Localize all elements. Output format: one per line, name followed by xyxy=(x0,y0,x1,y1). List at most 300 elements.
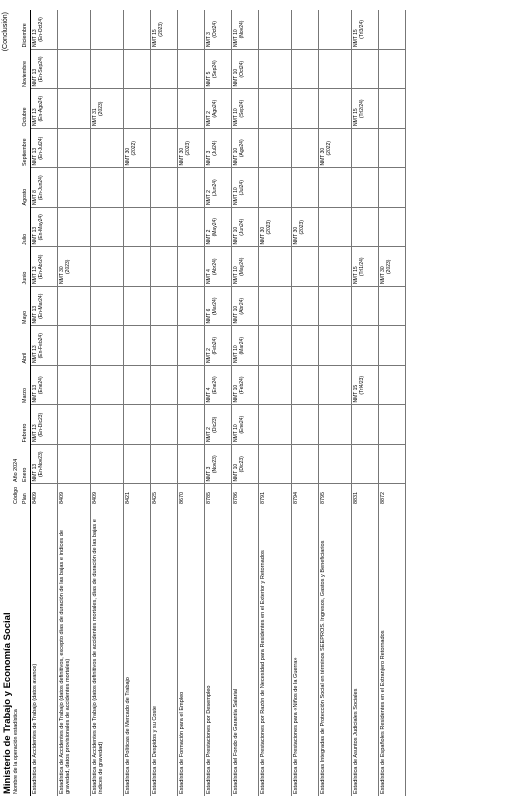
month-cell xyxy=(57,405,90,445)
month-cell xyxy=(231,366,258,406)
month-cell xyxy=(30,10,57,50)
reference-period-label: (2023) xyxy=(386,259,392,274)
month-cell xyxy=(378,168,405,208)
reference-period-label: (Dic23) xyxy=(239,456,245,473)
name-column-header: Nombre de la operación estadística xyxy=(13,709,19,794)
month-cell xyxy=(351,129,378,169)
reference-period-label: (Nov23) xyxy=(212,455,218,474)
release-lag-label: NMT 13 xyxy=(31,384,38,403)
month-cell xyxy=(177,445,204,485)
release-lag-label: NMT 8 xyxy=(31,190,38,205)
month-cell xyxy=(318,129,351,169)
month-cell xyxy=(204,445,231,485)
release-lag-label: NMT 10 xyxy=(232,305,239,324)
reference-period-label: (En-Dic23) xyxy=(38,412,44,437)
operation-name-cell: Estadística de Prestaciones por Desempleo xyxy=(204,506,231,796)
month-cell xyxy=(177,89,204,129)
reference-period-label: (Sep24) xyxy=(239,99,245,118)
name-header-spacer xyxy=(21,506,30,796)
reference-period-label: (Jun24) xyxy=(239,218,245,236)
year-header: Año 2024 xyxy=(13,458,19,482)
month-cell xyxy=(57,287,90,327)
month-cell xyxy=(90,208,123,248)
month-header: Enero xyxy=(21,445,30,485)
month-cell xyxy=(30,287,57,327)
month-cell xyxy=(150,247,177,287)
release-lag-label: NMT 2 xyxy=(205,111,212,126)
release-lag-label: NMT 13 xyxy=(31,345,38,363)
conclusion-label: (Conclusión) xyxy=(2,12,9,52)
release-lag-label: NMT 10 xyxy=(232,29,239,47)
month-cell xyxy=(258,208,291,248)
table-row xyxy=(258,10,291,796)
month-cell xyxy=(57,129,90,169)
reference-period-label: (Oct24) xyxy=(239,60,245,78)
release-lag-label: NMT 13 xyxy=(31,266,38,284)
release-lag-label: NMT 30 xyxy=(124,147,131,166)
reference-period-label: (Trl3/24) xyxy=(359,20,365,39)
month-cell xyxy=(90,366,123,406)
month-cell xyxy=(318,366,351,406)
operation-name-cell: Estadística de Políticas de Mercado de Trabajo xyxy=(123,506,150,796)
month-cell xyxy=(258,287,291,327)
release-lag-label: NMT 10 xyxy=(232,147,239,166)
operation-name-cell: Estadística de Formación para el Empleo xyxy=(177,506,204,796)
reference-period-label: (En-May24) xyxy=(38,214,44,241)
month-cell xyxy=(318,50,351,90)
month-cell xyxy=(177,208,204,248)
month-cell xyxy=(57,445,90,485)
table-row xyxy=(90,10,123,796)
month-cell xyxy=(123,50,150,90)
release-lag-label: NMT 15 xyxy=(352,108,359,126)
reference-period-label: (2023) xyxy=(65,259,71,274)
release-lag-label: NMT 13 xyxy=(31,29,38,47)
release-lag-label: NMT 13 xyxy=(31,463,38,482)
release-lag-label: NMT 3 xyxy=(205,32,212,47)
month-cell xyxy=(378,50,405,90)
month-cell xyxy=(30,247,57,287)
reference-period-label: (Mar24) xyxy=(212,297,218,316)
month-cell xyxy=(258,168,291,208)
month-cell xyxy=(150,10,177,50)
reference-period-label: (May24) xyxy=(239,257,245,276)
release-lag-label: NMT 10 xyxy=(232,345,239,363)
release-lag-label: NMT 30 xyxy=(292,226,299,245)
reference-period-label: (Abr24) xyxy=(212,258,218,276)
month-cell xyxy=(231,405,258,445)
table-row xyxy=(123,10,150,796)
month-cell xyxy=(90,89,123,129)
month-cell xyxy=(204,10,231,50)
month-cell xyxy=(231,129,258,169)
reference-period-label: (Trl2/24) xyxy=(359,99,365,119)
reference-period-label: (En-Feb24) xyxy=(38,333,44,359)
month-header: Febrero xyxy=(21,405,30,445)
month-cell xyxy=(318,168,351,208)
month-cell xyxy=(204,168,231,208)
reference-period-label: (En-Nov23) xyxy=(38,451,44,478)
month-header: Abril xyxy=(21,326,30,366)
statistics-calendar-table xyxy=(12,10,406,796)
month-cell xyxy=(204,50,231,90)
operation-name-cell: Estadística de Prestaciones por Razón de Necesidad para Residentes en el Exterior y Retornados xyxy=(258,506,291,796)
month-cell xyxy=(351,287,378,327)
release-lag-label: NMT 30 xyxy=(319,147,326,166)
release-lag-label: NMT 31 xyxy=(91,108,98,126)
month-cell xyxy=(318,89,351,129)
month-cell xyxy=(177,50,204,90)
operation-name-cell: Estadística de Accidentes de Trabajo (datos definitivos de accidentes mortales, días de duración de las bajas e índices de gravedad) xyxy=(90,506,123,796)
release-lag-label: NMT 3 xyxy=(205,150,212,166)
release-lag-label: NMT 2 xyxy=(205,427,212,442)
reference-period-label: (2023) xyxy=(299,220,305,235)
reference-period-label: (Trl4/23) xyxy=(359,375,365,395)
release-lag-label: NMT 2 xyxy=(205,190,212,205)
release-lag-label: NMT 13 xyxy=(31,305,38,324)
month-cell xyxy=(351,247,378,287)
month-cell xyxy=(231,168,258,208)
month-cell xyxy=(177,287,204,327)
month-header: Agosto xyxy=(21,168,30,208)
month-cell xyxy=(318,445,351,485)
release-lag-label: NMT 13 xyxy=(31,424,38,442)
month-cell xyxy=(291,405,318,445)
month-cell xyxy=(150,89,177,129)
month-cell xyxy=(378,247,405,287)
month-cell xyxy=(258,50,291,90)
month-cell xyxy=(378,326,405,366)
release-lag-label: NMT 30 xyxy=(379,266,386,284)
release-lag-label: NMT 15 xyxy=(151,29,158,47)
release-lag-label: NMT 10 xyxy=(232,187,239,205)
month-cell xyxy=(123,445,150,485)
month-cell xyxy=(258,247,291,287)
plan-column-header: Plan xyxy=(21,484,30,506)
month-cell xyxy=(177,366,204,406)
month-cell xyxy=(318,10,351,50)
month-cell xyxy=(150,445,177,485)
table-row xyxy=(351,10,378,796)
code-cell: 8409 xyxy=(30,484,57,506)
month-cell xyxy=(30,208,57,248)
reference-period-label: (2023) xyxy=(158,22,164,37)
month-header: Diciembre xyxy=(21,10,30,50)
code-cell: 8409 xyxy=(57,484,90,506)
month-cell xyxy=(291,10,318,50)
code-cell: 8409 xyxy=(90,484,123,506)
month-cell xyxy=(30,50,57,90)
reference-period-label: (Ene24) xyxy=(239,415,245,434)
release-lag-label: NMT 10 xyxy=(232,68,239,87)
release-lag-label: NMT 13 xyxy=(31,108,38,126)
reference-period-label: (2023) xyxy=(266,220,272,235)
operation-name-cell: Estadística de Despidos y su Coste xyxy=(150,506,177,796)
month-cell xyxy=(57,50,90,90)
month-cell xyxy=(291,89,318,129)
month-cell xyxy=(351,168,378,208)
release-lag-label: NMT 4 xyxy=(205,269,212,284)
reference-period-label: (Ene24) xyxy=(38,376,44,395)
release-lag-label: NMT 10 xyxy=(232,226,239,245)
code-cell: 8421 xyxy=(123,484,150,506)
operation-name-cell: Estadísticas Integradas de Protección Social en términos SEEPROS. Ingresos, Gastos y Beneficiarios xyxy=(318,506,351,796)
month-header: Octubre xyxy=(21,89,30,129)
month-cell xyxy=(90,287,123,327)
month-cell xyxy=(57,208,90,248)
month-cell xyxy=(150,287,177,327)
month-cell xyxy=(150,168,177,208)
month-cell xyxy=(57,366,90,406)
code-cell: 8786 xyxy=(231,484,258,506)
month-cell xyxy=(258,326,291,366)
operation-name-cell: Estadística de Asuntos Judiciales Sociales xyxy=(351,506,378,796)
month-cell xyxy=(291,168,318,208)
operation-name-cell: Estadística de Accidentes de Trabajo (datos avance) xyxy=(30,506,57,796)
reference-period-label: (Ago24) xyxy=(239,139,245,158)
reference-period-label: (May24) xyxy=(212,218,218,237)
month-cell xyxy=(30,326,57,366)
month-cell xyxy=(291,445,318,485)
month-cell xyxy=(150,366,177,406)
release-lag-label: NMT 2 xyxy=(205,229,212,245)
month-cell xyxy=(351,50,378,90)
reference-period-label: (Nov24) xyxy=(239,20,245,39)
month-cell xyxy=(231,326,258,366)
table-row xyxy=(30,10,57,796)
release-lag-label: NMT 10 xyxy=(232,108,239,126)
month-cell xyxy=(204,247,231,287)
month-cell xyxy=(150,405,177,445)
month-cell xyxy=(177,326,204,366)
month-cell xyxy=(378,287,405,327)
month-cell xyxy=(231,445,258,485)
month-cell xyxy=(30,445,57,485)
month-cell xyxy=(318,287,351,327)
reference-period-label: (Jun24) xyxy=(212,179,218,197)
month-cell xyxy=(123,129,150,169)
month-cell xyxy=(231,10,258,50)
month-cell xyxy=(90,326,123,366)
release-lag-label: NMT 3 xyxy=(205,466,212,482)
release-lag-label: NMT 2 xyxy=(205,348,212,363)
code-cell: 8872 xyxy=(378,484,405,506)
month-cell xyxy=(90,129,123,169)
reference-period-label: (Jul24) xyxy=(212,140,218,156)
month-cell xyxy=(123,10,150,50)
month-cell xyxy=(351,10,378,50)
month-cell xyxy=(231,89,258,129)
table-row xyxy=(150,10,177,796)
table-row xyxy=(291,10,318,796)
reference-period-label: (2023) xyxy=(185,141,191,156)
month-cell xyxy=(177,247,204,287)
month-cell xyxy=(177,129,204,169)
reference-period-label: (Abr24) xyxy=(239,297,245,315)
month-cell xyxy=(123,366,150,406)
release-lag-label: NMT 10 xyxy=(232,463,239,482)
release-lag-label: NMT 13 xyxy=(31,68,38,87)
ministry-title: Ministerio de Trabajo y Economía Social xyxy=(2,612,13,794)
reference-period-label: (Dic23) xyxy=(212,416,218,433)
month-cell xyxy=(150,50,177,90)
reference-period-label: (Feb24) xyxy=(239,376,245,395)
code-column-header: Código xyxy=(13,486,19,504)
month-cell xyxy=(378,405,405,445)
table-row xyxy=(57,10,90,796)
release-lag-label: NMT 6 xyxy=(205,308,212,324)
month-cell xyxy=(291,208,318,248)
release-lag-label: NMT 15 xyxy=(352,384,359,403)
month-cell xyxy=(150,326,177,366)
month-cell xyxy=(90,10,123,50)
month-cell xyxy=(318,326,351,366)
reference-period-label: (Mar24) xyxy=(239,337,245,355)
release-lag-label: NMT 4 xyxy=(205,387,212,403)
month-cell xyxy=(231,208,258,248)
month-cell xyxy=(204,405,231,445)
code-cell: 8791 xyxy=(258,484,291,506)
reference-period-label: (En-Sep24) xyxy=(38,56,44,83)
month-cell xyxy=(378,89,405,129)
month-cell xyxy=(204,326,231,366)
reference-period-label: (En-Ago24) xyxy=(38,95,44,122)
month-cell xyxy=(177,405,204,445)
table-row xyxy=(378,10,405,796)
month-cell xyxy=(57,247,90,287)
reference-period-label: (2022) xyxy=(131,141,137,156)
month-cell xyxy=(258,405,291,445)
month-cell xyxy=(231,247,258,287)
release-lag-label: NMT 10 xyxy=(232,266,239,284)
month-cell xyxy=(204,366,231,406)
release-lag-label: NMT 10 xyxy=(232,384,239,403)
month-cell xyxy=(291,247,318,287)
month-cell xyxy=(291,326,318,366)
month-cell xyxy=(177,168,204,208)
code-cell: 8795 xyxy=(318,484,351,506)
month-cell xyxy=(351,405,378,445)
month-cell xyxy=(150,208,177,248)
release-lag-label: NMT 13 xyxy=(31,147,38,166)
month-cell xyxy=(204,129,231,169)
month-cell xyxy=(57,89,90,129)
month-cell xyxy=(123,287,150,327)
month-cell xyxy=(90,50,123,90)
release-lag-label: NMT 13 xyxy=(31,226,38,245)
month-cell xyxy=(204,208,231,248)
month-cell xyxy=(231,50,258,90)
month-cell xyxy=(123,208,150,248)
month-cell xyxy=(30,405,57,445)
month-cell xyxy=(291,287,318,327)
operation-name-cell: Estadística de Prestaciones para «Niños de la Guerra» xyxy=(291,506,318,796)
month-cell xyxy=(30,366,57,406)
month-header: Septiembre xyxy=(21,129,30,169)
month-cell xyxy=(258,366,291,406)
month-cell xyxy=(204,89,231,129)
reference-period-label: (Ago24) xyxy=(212,99,218,118)
month-cell xyxy=(318,247,351,287)
month-cell xyxy=(351,445,378,485)
reference-period-label: (Oct24) xyxy=(212,21,218,38)
month-header: Mayo xyxy=(21,287,30,327)
month-cell xyxy=(291,366,318,406)
month-cell xyxy=(258,89,291,129)
reference-period-label: (En-Oct24) xyxy=(38,17,44,42)
month-cell xyxy=(57,168,90,208)
reference-period-label: (En-Abr24) xyxy=(38,254,44,279)
reference-period-label: (2023) xyxy=(98,101,104,116)
month-cell xyxy=(123,168,150,208)
table-row xyxy=(231,10,258,796)
table-row xyxy=(318,10,351,796)
month-cell xyxy=(351,326,378,366)
release-lag-label: NMT 5 xyxy=(205,71,212,87)
month-cell xyxy=(351,89,378,129)
release-lag-label: NMT 10 xyxy=(232,424,239,442)
month-cell xyxy=(378,10,405,50)
reference-period-label: (Trl1/24) xyxy=(359,257,365,277)
code-cell: 8831 xyxy=(351,484,378,506)
reference-period-label: (Feb24) xyxy=(212,337,218,355)
month-cell xyxy=(123,326,150,366)
release-lag-label: NMT 30 xyxy=(259,226,266,245)
month-cell xyxy=(30,168,57,208)
month-cell xyxy=(318,208,351,248)
reference-period-label: (2022) xyxy=(326,141,332,156)
code-cell: 8425 xyxy=(150,484,177,506)
table-row xyxy=(204,10,231,796)
month-cell xyxy=(378,445,405,485)
month-cell xyxy=(378,366,405,406)
month-cell xyxy=(177,10,204,50)
month-cell xyxy=(291,129,318,169)
release-lag-label: NMT 30 xyxy=(178,147,185,166)
reference-period-label: (En-Mar24) xyxy=(38,293,44,319)
month-cell xyxy=(258,129,291,169)
reference-period-label: (En-Jul24) xyxy=(38,136,44,160)
month-cell xyxy=(90,445,123,485)
month-cell xyxy=(378,208,405,248)
release-lag-label: NMT 15 xyxy=(352,29,359,47)
code-cell: 8794 xyxy=(291,484,318,506)
reference-period-label: (Jul24) xyxy=(239,180,245,196)
table-row xyxy=(177,10,204,796)
month-cell xyxy=(204,287,231,327)
month-header: Julio xyxy=(21,208,30,248)
month-header: Marzo xyxy=(21,366,30,406)
code-cell: 8670 xyxy=(177,484,204,506)
table-body xyxy=(30,10,405,796)
month-cell xyxy=(57,10,90,50)
reference-period-label: (Ene24) xyxy=(212,376,218,395)
operation-name-cell: Estadística de Españoles Residentes en el Extranjero Retornados xyxy=(378,506,405,796)
month-header: Noviembre xyxy=(21,50,30,90)
month-cell xyxy=(57,326,90,366)
reference-period-label: (En-Jun24) xyxy=(38,175,44,201)
month-cell xyxy=(378,129,405,169)
month-header: Junio xyxy=(21,247,30,287)
operation-name-cell: Estadística de Accidentes de Trabajo (datos definitivos, excepto días de duración de las bajas e índices de gravedad, datos provisionales de accidentes mortales) xyxy=(57,506,90,796)
month-cell xyxy=(123,405,150,445)
month-cell xyxy=(90,168,123,208)
month-cell xyxy=(90,405,123,445)
month-cell xyxy=(351,366,378,406)
month-cell xyxy=(30,89,57,129)
month-cell xyxy=(123,89,150,129)
operation-name-cell: Estadística del Fondo de Garantía Salarial xyxy=(231,506,258,796)
